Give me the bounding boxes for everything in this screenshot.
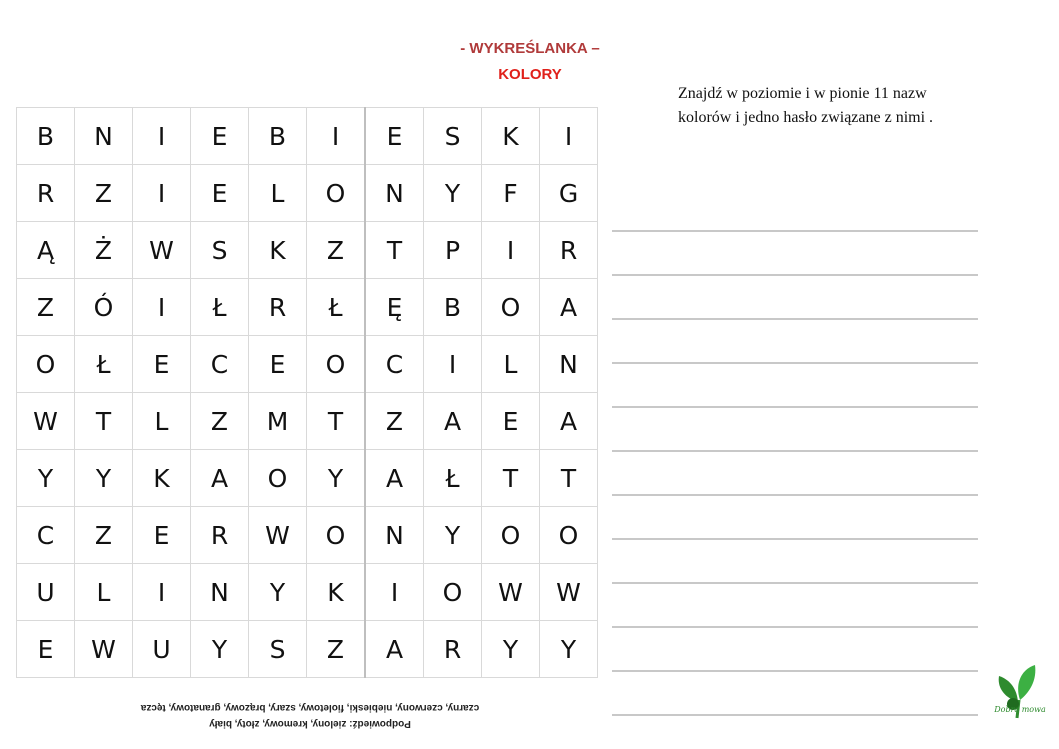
grid-cell: E: [249, 336, 307, 393]
hint-line-1: czarny, czerwony, niebieski, fioletowy, szary, brązowy, granatowy, tęcza: [140, 702, 480, 713]
grid-cell: N: [191, 564, 249, 621]
grid-cell: Ę: [365, 279, 424, 336]
grid-cell: Ł: [424, 450, 482, 507]
page-subtitle: KOLORY: [498, 66, 562, 83]
grid-cell: Y: [191, 621, 249, 678]
grid-cell: R: [540, 222, 598, 279]
page-title: - WYKREŚLANKA –: [460, 40, 600, 57]
answer-line: [612, 494, 978, 496]
grid-cell: S: [191, 222, 249, 279]
grid-cell: Z: [191, 393, 249, 450]
grid-cell: G: [540, 165, 598, 222]
grid-cell: U: [17, 564, 75, 621]
grid-cell: O: [482, 279, 540, 336]
grid-cell: I: [365, 564, 424, 621]
grid-cell: E: [133, 336, 191, 393]
grid-cell: C: [365, 336, 424, 393]
grid-cell: B: [249, 108, 307, 165]
grid-cell: Ż: [75, 222, 133, 279]
grid-cell: Ł: [307, 279, 366, 336]
grid-cell: L: [482, 336, 540, 393]
grid-cell: C: [191, 336, 249, 393]
grid-cell: T: [307, 393, 366, 450]
grid-cell: N: [365, 507, 424, 564]
grid-row: [17, 450, 598, 507]
grid-cell: K: [482, 108, 540, 165]
grid-cell: A: [424, 393, 482, 450]
grid-cell: Z: [75, 165, 133, 222]
grid-cell: B: [424, 279, 482, 336]
grid-cell: Ą: [17, 222, 75, 279]
grid-cell: O: [482, 507, 540, 564]
grid-cell: A: [540, 393, 598, 450]
grid-row: [17, 621, 598, 678]
grid-cell: K: [307, 564, 366, 621]
grid-cell: Y: [424, 165, 482, 222]
grid-cell: I: [133, 165, 191, 222]
instructions-text: Znajdź w poziomie i w pionie 11 nazw kolorów i jedno hasło związane z nimi .: [678, 85, 934, 126]
grid-cell: U: [133, 621, 191, 678]
grid-cell: T: [75, 393, 133, 450]
word-search-grid: [16, 107, 598, 678]
grid-cell: A: [365, 621, 424, 678]
hint-line-2: Podpowiedź: zielony, kremowy, złoty, biały: [209, 718, 411, 729]
grid-cell: W: [75, 621, 133, 678]
grid-cell: E: [365, 108, 424, 165]
grid-cell: Y: [249, 564, 307, 621]
grid-cell: L: [249, 165, 307, 222]
grid-cell: L: [75, 564, 133, 621]
answer-line: [612, 714, 978, 716]
grid-cell: Z: [75, 507, 133, 564]
grid-cell: Ó: [75, 279, 133, 336]
answer-line: [612, 670, 978, 672]
grid-cell: K: [249, 222, 307, 279]
grid-cell: O: [307, 507, 366, 564]
grid-cell: B: [17, 108, 75, 165]
grid-cell: O: [540, 507, 598, 564]
grid-cell: K: [133, 450, 191, 507]
grid-cell: O: [17, 336, 75, 393]
grid-cell: O: [249, 450, 307, 507]
grid-cell: S: [424, 108, 482, 165]
grid-cell: I: [424, 336, 482, 393]
grid-cell: I: [482, 222, 540, 279]
grid-cell: P: [424, 222, 482, 279]
grid-cell: Z: [365, 393, 424, 450]
grid-cell: C: [17, 507, 75, 564]
grid-cell: F: [482, 165, 540, 222]
grid-cell: Z: [17, 279, 75, 336]
grid-cell: R: [249, 279, 307, 336]
grid-row: [17, 507, 598, 564]
grid-cell: Z: [307, 222, 366, 279]
grid-cell: S: [249, 621, 307, 678]
grid-cell: T: [365, 222, 424, 279]
grid-cell: Y: [540, 621, 598, 678]
grid-cell: O: [424, 564, 482, 621]
grid-cell: W: [249, 507, 307, 564]
grid-row: [17, 222, 598, 279]
grid-cell: T: [482, 450, 540, 507]
grid-cell: Ł: [75, 336, 133, 393]
grid-cell: A: [540, 279, 598, 336]
grid-cell: Y: [307, 450, 366, 507]
grid-row: [17, 564, 598, 621]
grid-cell: I: [307, 108, 366, 165]
grid-cell: Y: [482, 621, 540, 678]
grid-cell: E: [133, 507, 191, 564]
answer-line: [612, 450, 978, 452]
answer-line: [612, 318, 978, 320]
grid-cell: R: [17, 165, 75, 222]
answer-line: [612, 230, 978, 232]
grid-row: [17, 393, 598, 450]
grid-cell: R: [424, 621, 482, 678]
grid-cell: R: [191, 507, 249, 564]
answer-line: [612, 626, 978, 628]
grid-cell: W: [540, 564, 598, 621]
grid-row: [17, 279, 598, 336]
grid-cell: E: [17, 621, 75, 678]
grid-cell: W: [17, 393, 75, 450]
grid-cell: A: [191, 450, 249, 507]
grid-cell: N: [365, 165, 424, 222]
grid-cell: I: [133, 564, 191, 621]
grid-cell: N: [540, 336, 598, 393]
grid-cell: E: [482, 393, 540, 450]
answer-line: [612, 582, 978, 584]
grid-cell: I: [540, 108, 598, 165]
grid-cell: Y: [75, 450, 133, 507]
grid-cell: W: [133, 222, 191, 279]
grid-row: [17, 108, 598, 165]
leaf-logo-icon: [985, 660, 1055, 740]
answer-line: [612, 362, 978, 364]
grid-cell: W: [482, 564, 540, 621]
answer-line: [612, 274, 978, 276]
answer-line: [612, 406, 978, 408]
grid-cell: Z: [307, 621, 366, 678]
grid-cell: A: [365, 450, 424, 507]
grid-cell: N: [75, 108, 133, 165]
grid-cell: I: [133, 108, 191, 165]
grid-cell: O: [307, 165, 366, 222]
grid-cell: E: [191, 165, 249, 222]
grid-cell: L: [133, 393, 191, 450]
grid-cell: E: [191, 108, 249, 165]
answer-line: [612, 538, 978, 540]
grid-row: [17, 165, 598, 222]
grid-cell: M: [249, 393, 307, 450]
grid-cell: Y: [424, 507, 482, 564]
grid-cell: O: [307, 336, 366, 393]
grid-cell: I: [133, 279, 191, 336]
grid-cell: Y: [17, 450, 75, 507]
grid-row: [17, 336, 598, 393]
grid-cell: Ł: [191, 279, 249, 336]
grid-cell: T: [540, 450, 598, 507]
logo-text: Dobra mowa: [994, 705, 1046, 714]
